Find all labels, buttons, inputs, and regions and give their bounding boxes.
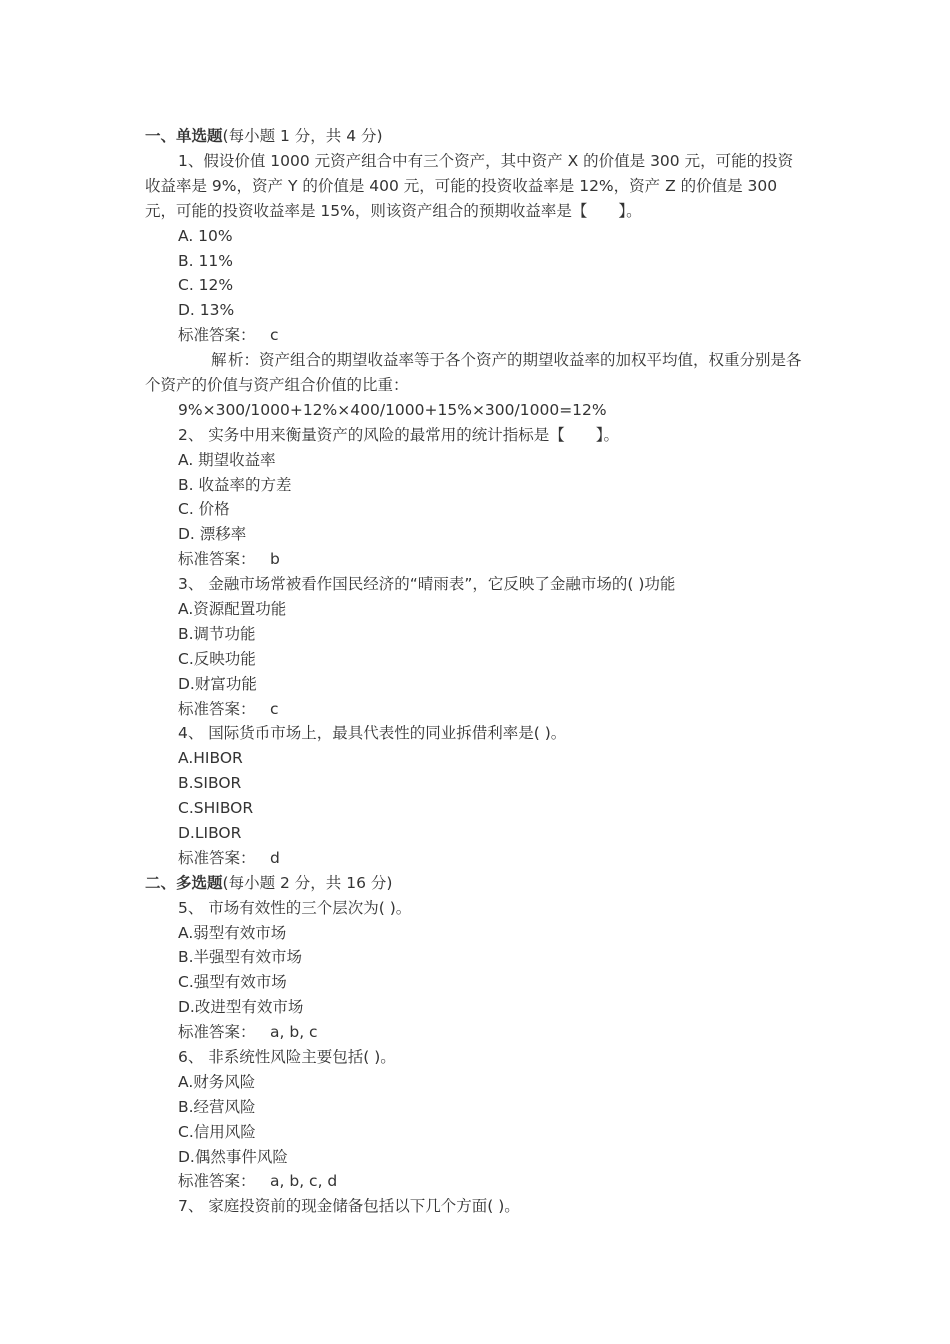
- question-3-option-d: D.财富功能: [178, 674, 257, 693]
- question-1-option-b: B. 11%: [178, 251, 233, 270]
- question-1-analysis: 解析：资产组合的期望收益率等于各个资产的期望收益率的加权平均值，权重分别是各个资产的价值与资产组合价值的比重：: [145, 351, 802, 394]
- question-6-text: 6、 非系统性风险主要包括( )。: [178, 1048, 396, 1067]
- question-6-option-d: D.偶然事件风险: [178, 1147, 288, 1166]
- question-2-answer: 标准答案： b: [178, 550, 280, 569]
- question-3-answer: 标准答案： c: [178, 699, 279, 718]
- question-2-option-d: D. 漂移率: [178, 525, 247, 544]
- question-1-text: 1、假设价值 1000 元资产组合中有三个资产，其中资产 X 的价值是 300 元，可能的投资收益率是 9%，资产 Y 的价值是 400 元，可能的投资收益率是 12%，资产 Z 的价值是 300 元，可能的投资收益率是 15%，则该资产组合的预期收益率是【 】。: [145, 151, 794, 220]
- question-5-option-b: B.半强型有效市场: [178, 948, 303, 967]
- question-6-answer: 标准答案： a, b, c, d: [178, 1172, 338, 1191]
- question-7-text: 7、 家庭投资前的现金储备包括以下几个方面( )。: [178, 1197, 520, 1216]
- question-5-option-d: D.改进型有效市场: [178, 998, 304, 1017]
- question-2-option-c: C. 价格: [178, 500, 230, 519]
- section-title-single-choice: 一、单选题(每小题 1 分，共 4 分): [145, 127, 383, 145]
- question-5-text: 5、 市场有效性的三个层次为( )。: [178, 898, 412, 917]
- question-2-option-b: B. 收益率的方差: [178, 475, 292, 494]
- question-5-option-c: C.强型有效市场: [178, 973, 287, 992]
- question-2-option-a: A. 期望收益率: [178, 450, 276, 469]
- question-6-option-b: B.经营风险: [178, 1097, 256, 1116]
- question-5-option-a: A.弱型有效市场: [178, 923, 287, 942]
- question-6-option-a: A.财务风险: [178, 1072, 256, 1091]
- question-1-formula: 9%×300/1000+12%×400/1000+15%×300/1000=12%: [178, 400, 607, 419]
- document-page: [145, 124, 805, 1219]
- question-3-option-c: C.反映功能: [178, 649, 256, 668]
- question-1-option-a: A. 10%: [178, 226, 233, 245]
- question-4-option-b: B.SIBOR: [178, 774, 242, 793]
- question-4-text: 4、 国际货币市场上，最具代表性的同业拆借利率是( )。: [178, 724, 567, 743]
- question-2-text: 2、 实务中用来衡量资产的风险的最常用的统计指标是【 】。: [178, 425, 620, 444]
- section-title-multiple-choice: 二、多选题(每小题 2 分，共 16 分): [145, 873, 393, 892]
- question-6-option-c: C.信用风险: [178, 1122, 256, 1141]
- question-5-answer: 标准答案： a, b, c: [178, 1023, 318, 1042]
- question-3-option-b: B.调节功能: [178, 624, 256, 643]
- question-4-option-a: A.HIBOR: [178, 749, 243, 768]
- question-3-option-a: A.资源配置功能: [178, 600, 287, 618]
- question-3-text: 3、 金融市场常被看作国民经济的“晴雨表”，它反映了金融市场的( )功能: [178, 575, 676, 594]
- question-1-option-c: C. 12%: [178, 276, 234, 295]
- question-4-answer: 标准答案： d: [178, 848, 280, 867]
- question-4-option-c: C.SHIBOR: [178, 799, 254, 818]
- question-4-option-d: D.LIBOR: [178, 824, 242, 843]
- question-1-answer: 标准答案： c: [178, 326, 279, 345]
- question-1-option-d: D. 13%: [178, 301, 235, 320]
